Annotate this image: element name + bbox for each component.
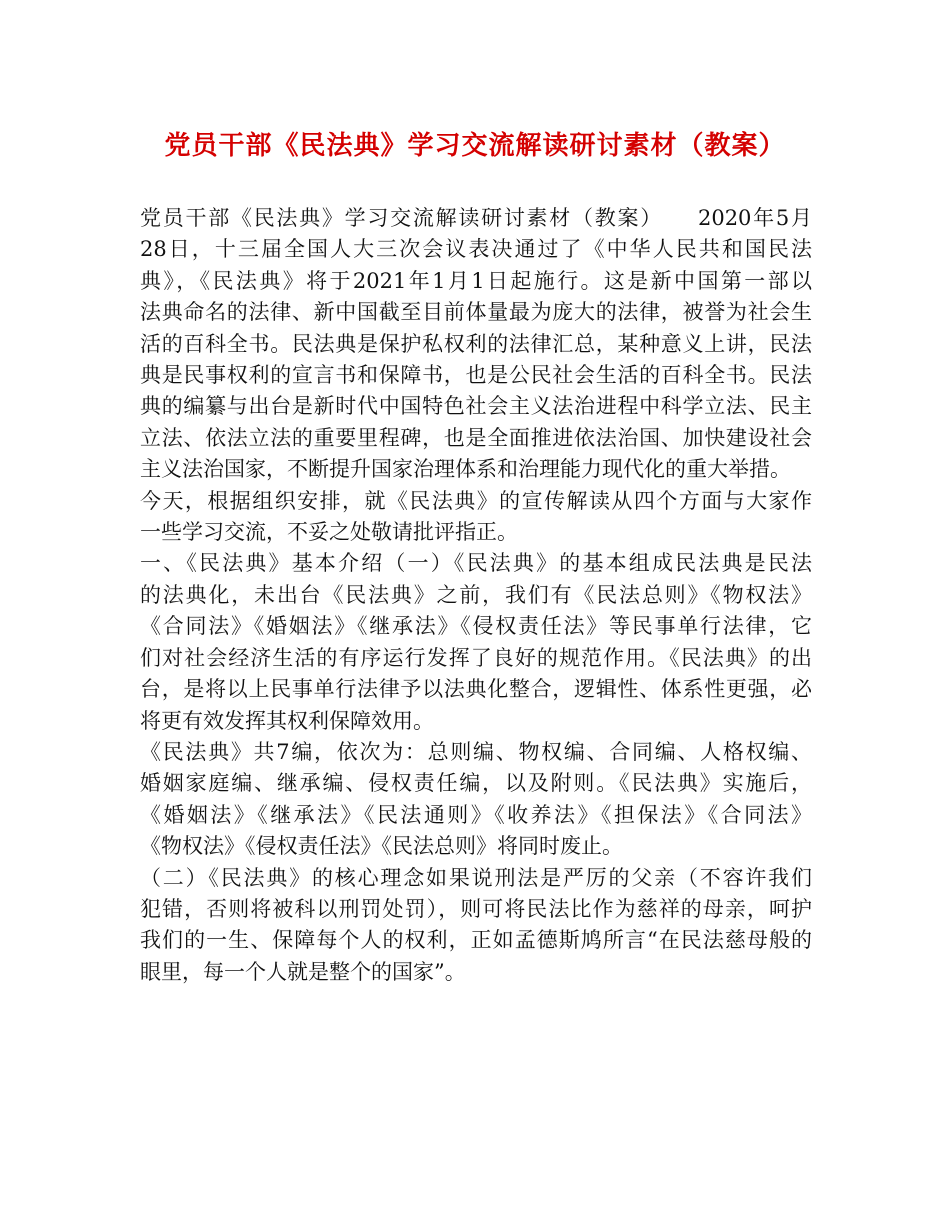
paragraph-line: 台，是将以上民事单行法律予以法典化整合，逻辑性、体系性更强，必 xyxy=(140,677,812,702)
paragraph-line: 活的百科全书。民法典是保护私权利的法律汇总，某种意义上讲，民法 xyxy=(140,331,812,356)
body-paragraph xyxy=(140,863,812,989)
paragraph-line: 法典命名的法律、新中国截至目前体量最为庞大的法律，被誉为社会生 xyxy=(140,300,812,325)
document-body xyxy=(140,203,812,988)
paragraph-line: 一些学习交流，不妥之处敬请批评指正。 xyxy=(140,520,518,545)
paragraph-line: （二）《民法典》的核心理念如果说刑法是严厉的父亲（不容许我们 xyxy=(140,865,812,890)
body-paragraph xyxy=(140,548,812,736)
paragraph-line: 28日，十三届全国人大三次会议表决通过了《中华人民共和国民法 xyxy=(140,237,812,262)
paragraph-line: 们对社会经济生活的有序运行发挥了良好的规范作用。《民法典》的出 xyxy=(140,645,812,670)
body-paragraph xyxy=(140,486,812,549)
paragraph-line: 我们的一生、保障每个人的权利，正如孟德斯鸠所言“在民法慈母般的 xyxy=(140,928,812,953)
paragraph-line: 典的编纂与出台是新时代中国特色社会主义法治进程中科学立法、民主 xyxy=(140,394,812,419)
body-paragraph xyxy=(140,737,812,863)
paragraph-line: 犯错，否则将被科以刑罚处罚），则可将民法比作为慈祥的母亲，呵护 xyxy=(140,896,812,921)
body-paragraph xyxy=(140,203,812,486)
paragraph-line: 典是民事权利的宣言书和保障书，也是公民社会生活的百科全书。民法 xyxy=(140,363,812,388)
paragraph-line: 的法典化，未出台《民法典》之前，我们有《民法总则》《物权法》 xyxy=(140,582,812,607)
paragraph-line: 婚姻家庭编、继承编、侵权责任编，以及附则。《民法典》实施后， xyxy=(140,771,812,796)
paragraph-line: 立法、依法立法的重要里程碑，也是全面推进依法治国、加快建设社会 xyxy=(140,425,812,450)
paragraph-line: 党员干部《民法典》学习交流解读研讨素材（教案） 2020年5月 xyxy=(140,206,812,230)
paragraph-line: 一、《民法典》基本介绍（一）《民法典》的基本组成民法典是民法 xyxy=(140,551,812,576)
paragraph-line: 《合同法》《婚姻法》《继承法》《侵权责任法》等民事单行法律，它 xyxy=(140,614,812,639)
document-title: 党员干部《民法典》学习交流解读研讨素材（教案） xyxy=(164,131,786,161)
paragraph-line: 典》，《民法典》将于2021年1月1日起施行。这是新中国第一部以 xyxy=(140,268,812,293)
paragraph-line: 《民法典》共7编，依次为：总则编、物权编、合同编、人格权编、 xyxy=(140,739,812,764)
paragraph-line: 将更有效发挥其权利保障效用。 xyxy=(140,708,434,733)
paragraph-line: 今天，根据组织安排，就《民法典》的宣传解读从四个方面与大家作 xyxy=(140,488,812,513)
paragraph-line: 主义法治国家，不断提升国家治理体系和治理能力现代化的重大举措。 xyxy=(140,457,791,482)
paragraph-line: 《物权法》《侵权责任法》《民法总则》将同时废止。 xyxy=(140,834,623,859)
paragraph-line: 《婚姻法》《继承法》《民法通则》《收养法》《担保法》《合同法》 xyxy=(140,802,812,827)
paragraph-line: 眼里，每一个人就是整个的国家”。 xyxy=(140,959,466,984)
